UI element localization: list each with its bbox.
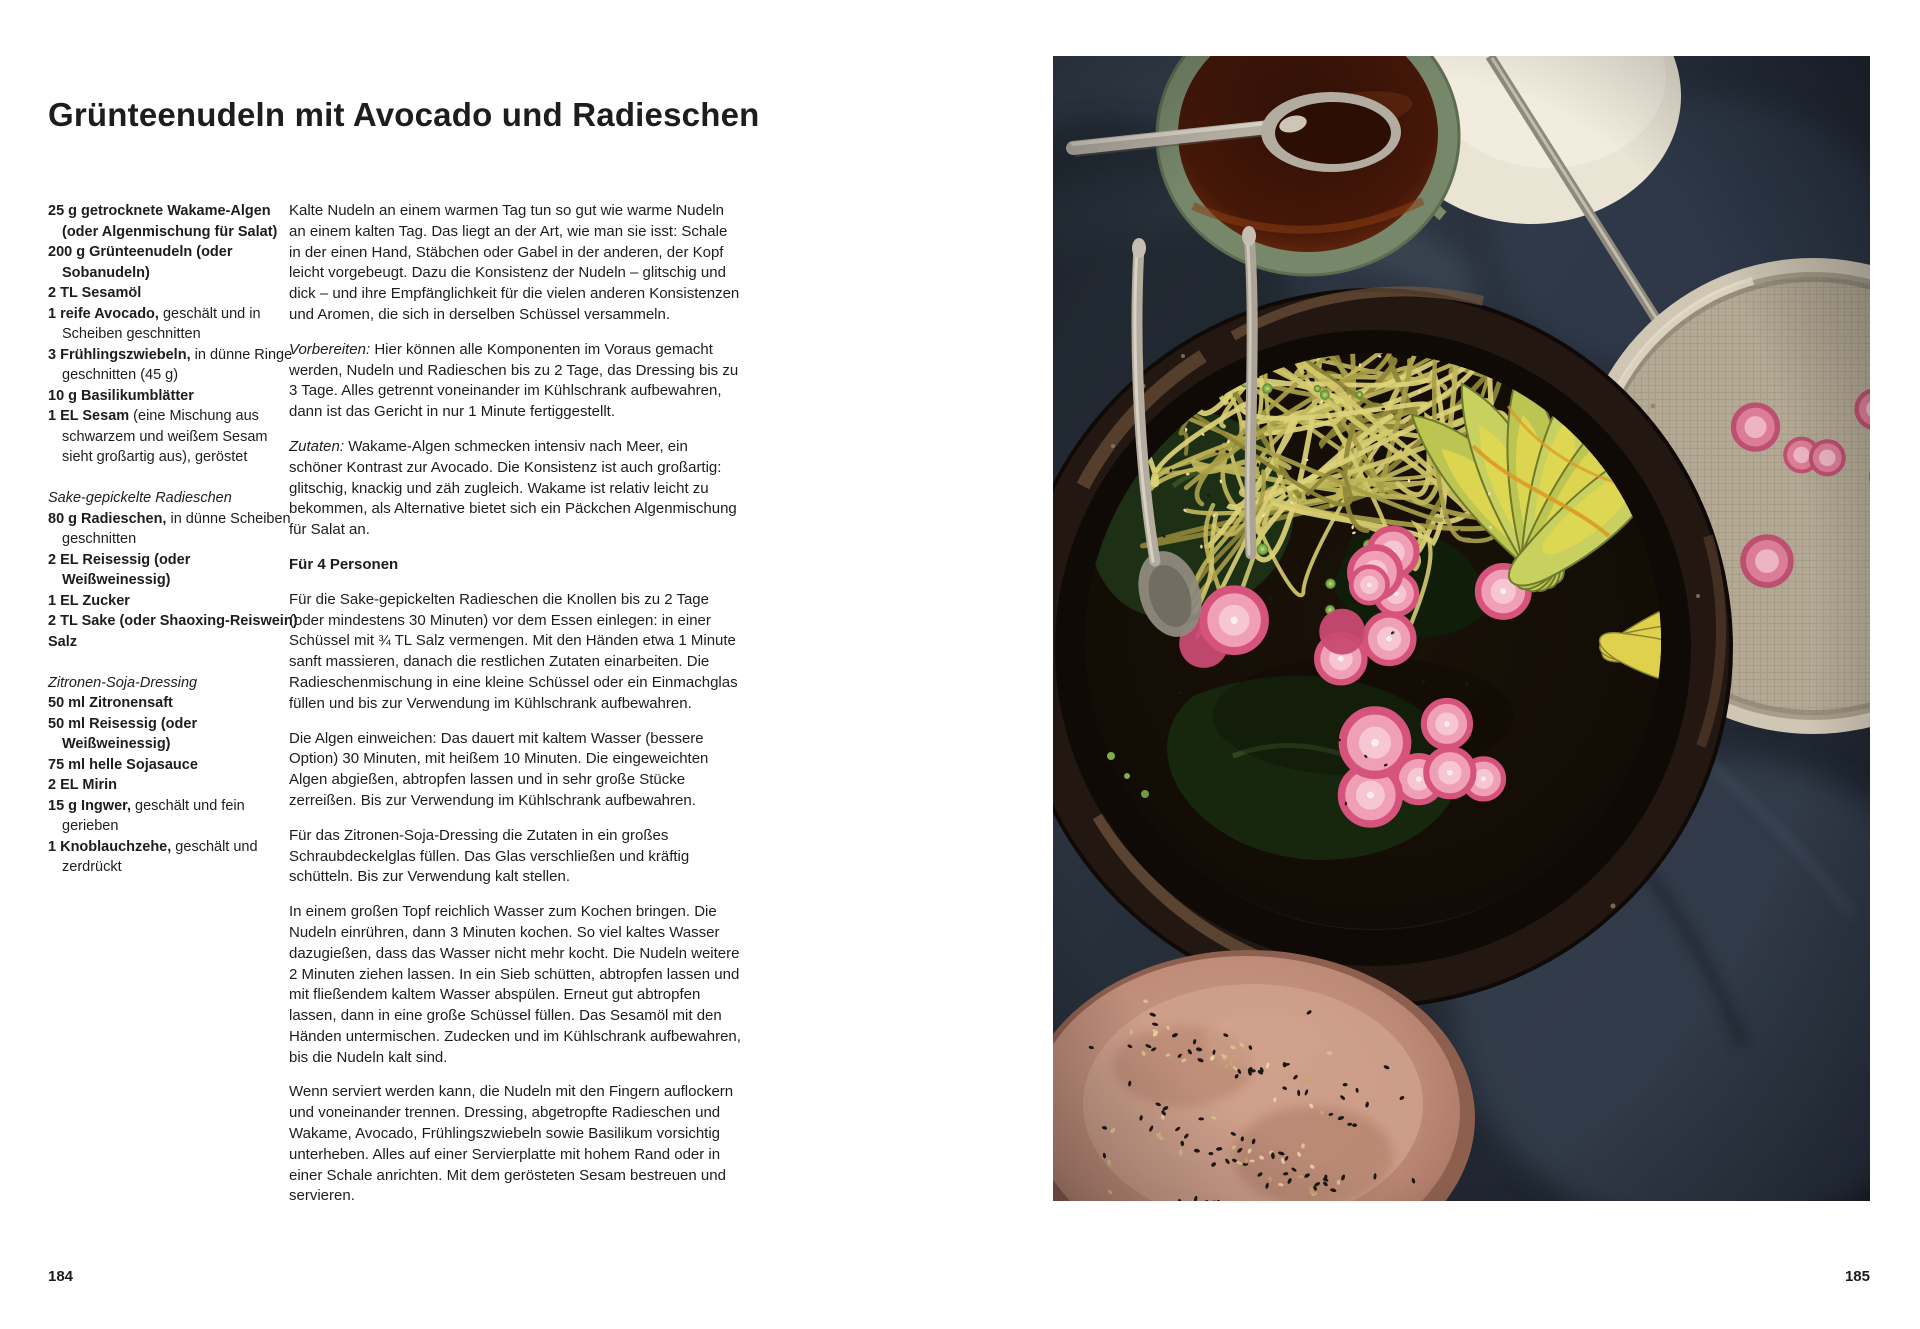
ingredient-item: 200 g Grünteenudeln (oder Sobanudeln): [48, 244, 233, 281]
ingredient-item: 1 Knoblauchzehe, geschält und zerdrückt: [48, 838, 258, 875]
ingredient-item: 2 TL Sesamöl: [48, 285, 142, 301]
serves-heading: Für 4 Personen: [289, 555, 399, 573]
recipe-paragraph: Zutaten: Wakame-Algen schmecken intensiv nach Meer, ein schöner Kontrast zur Avocado. Die Konsistenz ist auch großartig: glitschig, knackig und zäh zugleich. Wakame ist relativ leicht zu bekommen, als Alternative bietet sich ein Päckchen Algenmischung für Salat an.: [289, 437, 737, 539]
ingredient-group-header: Sake-gepickelte Radieschen: [48, 490, 232, 506]
ingredient-item: 3 Frühlingszwiebeln, in dünne Ringe geschnitten (45 g): [48, 346, 293, 383]
ingredient-list: [48, 201, 298, 878]
recipe-paragraph: Für das Zitronen-Soja-Dressing die Zutaten in ein großes Schraubdeckelglas füllen. Das Glas verschließen und kräftig schütteln. Bis zur Verwendung kalt stellen.: [289, 826, 690, 886]
ingredient-item: 1 reife Avocado, geschält und in Scheiben geschnitten: [48, 305, 261, 342]
ingredient-item: 25 g getrocknete Wakame-Algen (oder Algenmischung für Salat): [48, 203, 278, 240]
ingredient-item: 2 TL Sake (oder Shaoxing-Reiswein): [48, 613, 298, 629]
ingredient-group-header: Zitronen-Soja-Dressing: [48, 674, 198, 691]
recipe-paragraph: Wenn serviert werden kann, die Nudeln mit den Fingern auflockern und voneinander trennen. Dressing, abgetropfte Radieschen und Wakame, Avocado, Frühlingszwiebeln sowie Basilikum vorsichtig unterheben. Alles auf einer Servierplatte mit hohem Rand oder in einer Schale anrichten. Mit dem gerösteten Sesam bestreuen und servieren.: [289, 1083, 734, 1205]
ingredient-item: 80 g Radieschen, in dünne Scheiben geschnitten: [48, 510, 291, 547]
recipe-paragraph: Für die Sake-gepickelten Radieschen die Knollen bis zu 2 Tage (oder mindestens 30 Minuten) vor dem Essen einlegen: in einer Schüssel mit ¾ TL Salz vermengen. Mit den Händen etwa 1 Minute sanft massieren, danach die restlichen Zutaten einarbeiten. Die Radieschenmischung in eine kleine Schüssel oder ein Einmachglas füllen und bis zur Verwendung im Kühlschrank aufbewahren.: [289, 590, 738, 712]
ingredient-item: 1 EL Sesam (eine Mischung aus schwarzem und weißem Sesam sieht großartig aus), geröstet: [48, 408, 268, 465]
paragraph-lead: Vorbereiten:: [289, 340, 371, 358]
ingredient-item: 15 g Ingwer, geschält und fein gerieben: [48, 797, 245, 834]
recipe-photo-illustration: [1053, 56, 1870, 1201]
ingredient-item: Salz: [48, 633, 78, 650]
ingredient-item: 2 EL Reisessig (oder Weißweinessig): [48, 551, 191, 588]
ingredient-item: 10 g Basilikumblätter: [48, 387, 194, 404]
ingredient-item: 1 EL Zucker: [48, 592, 130, 609]
ingredient-item: 50 ml Zitronensaft: [48, 695, 173, 711]
ingredient-item: 50 ml Reisessig (oder Weißweinessig): [48, 715, 198, 752]
recipe-photo: [1053, 56, 1870, 1201]
recipe-paragraph: Kalte Nudeln an einem warmen Tag tun so gut wie warme Nudeln an einem kalten Tag. Das liegt an der Art, wie man sie isst: Schale in der einen Hand, Stäbchen oder Gabel in der anderen, der Kopf leicht vorgebeugt. Dazu die Konsistenz der Nudeln – glitschig und dick – und ihre Empfänglichkeit für die vielen anderen Konsistenzen und Aromen, die sich in derselben Schüssel versammeln.: [289, 202, 740, 323]
ingredient-item: 75 ml helle Sojasauce: [48, 756, 198, 773]
photo-vignette: [1053, 56, 1870, 1201]
recipe-body: [289, 201, 741, 1221]
recipe-paragraph: Vorbereiten: Hier können alle Komponenten im Voraus gemacht werden, Nudeln und Radieschen bis zu 2 Tage, das Dressing bis zu 3 Tage. Alles getrennt voneinander im Kühlschrank aufbewahren, dann ist das Gericht in nur 1 Minute fertiggestellt.: [289, 340, 739, 421]
recipe-paragraph: In einem großen Topf reichlich Wasser zum Kochen bringen. Die Nudeln einrühren, dann 3 Minuten kochen. So viel kaltes Wasser dazugießen, dass das Wasser nicht mehr kocht. Die Nudeln weitere 2 Minuten ziehen lassen. In ein Sieb schütten, abtropfen lassen und mit fließendem kaltem Wasser abspülen. Erneut gut abtropfen lassen, dann in eine große Schüssel füllen. Das Sesamöl mit den Händen untermischen. Zudecken und im Kühlschrank aufbewahren, bis die Nudeln kalt sind.: [289, 903, 741, 1066]
page-number-left: 184: [48, 1268, 74, 1285]
recipe-paragraph: Die Algen einweichen: Das dauert mit kaltem Wasser (bessere Option) 30 Minuten, mit heißem 10 Minuten. Die eingeweichten Algen abgießen, abtropfen lassen und in sehr große Stücke zerreißen. Bis zur Verwendung im Kühlschrank aufbewahren.: [289, 729, 709, 809]
page-number-right: 185: [1844, 1268, 1870, 1285]
recipe-title: Grünteenudeln mit Avocado und Radieschen: [48, 96, 760, 134]
ingredient-item: 2 EL Mirin: [48, 777, 118, 793]
paragraph-lead: Zutaten:: [289, 437, 345, 455]
